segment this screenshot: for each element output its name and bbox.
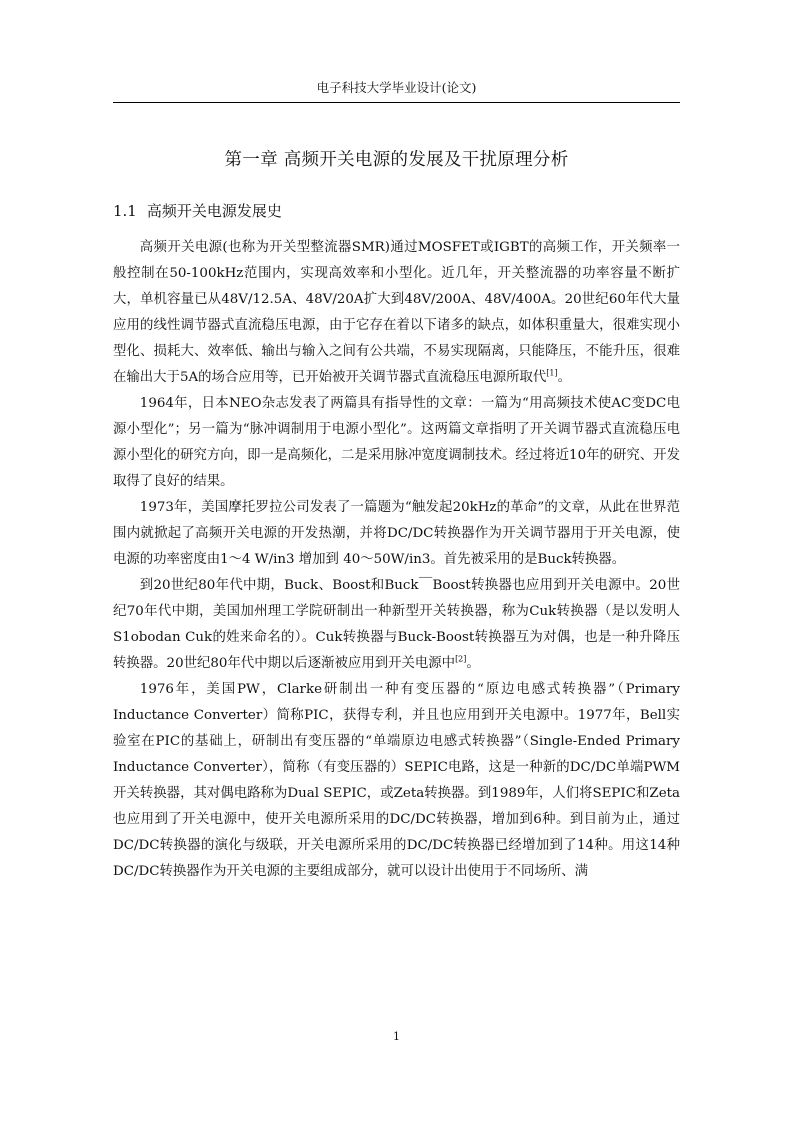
paragraph-2: 1964年，日本NEO杂志发表了两篇具有指导性的文章：一篇为“用高频技术使AC变DC电源小型化”；另一篇为“脉冲调制用于电源小型化”。这两篇文章指明了开关调节器式直流稳压电源小型化的研究方向，即一是高频化，二是采用脉冲宽度调制技术。经过将近10年的研究、开发取得了良好的结果。 [113, 396, 680, 489]
paragraph-1-end: 。 [557, 370, 572, 385]
chapter-title: 第一章 高频开关电源的发展及干扰原理分析 [224, 150, 569, 170]
citation-1: [1] [546, 368, 558, 378]
running-header: 电子科技大学毕业设计(论文) [316, 80, 477, 95]
section-number: 1.1 [113, 202, 137, 220]
paragraph-4-text: 到20世纪80年代中期，Buck、Boost和Buck￣Boost转换器也应用到开关电源中。20世纪70年代中期，美国加州理工学院研制出一种新型开关转换器，称为Cuk转换器（是以发明人S1obodan Cuk的姓来命名的）。Cuk转换器与Buck-Boost转换器互为对偶，也是一种升降压转换器。20世纪80年代中期以后逐渐被应用到开关电源中 [113, 578, 680, 671]
paragraph-4 [113, 573, 680, 677]
paragraph-4-end: 。 [466, 656, 480, 671]
paragraph-5: 1976年，美国PW，Clarke研制出一种有变压器的“原边电感式转换器”（Primary Inductance Converter）简称PIC，获得专利，并且也应用到开关电源中。1977年，Bell实验室在PIC的基础上，研制出有变压器的“单端原边电感式转换器”（Single-Ended Primary Inductance Converter），简称（有变压器的）SEPIC电路，这是一种新的DC/DC单端PWM开关转换器，其对偶电路称为Dual SEPIC，或Zeta转换器。到1989年，人们将SEPIC和Zeta也应用到了开关电源中，使开关电源所采用的DC/DC转换器，增加到6种。到目前为止，通过DC/DC转换器的演化与级联，开关电源所采用的DC/DC转换器已经增加到了14种。用这14种DC/DC转换器作为开关电源的主要组成部分，就可以设计出使用于不同场所、满 [113, 682, 680, 879]
paragraph-1 [113, 235, 680, 391]
citation-2: [2] [455, 654, 467, 664]
page-number: 1 [393, 1030, 400, 1043]
body-text [113, 235, 680, 885]
paragraph-3: 1973年，美国摩托罗拉公司发表了一篇题为“触发起20kHz的革命”的文章，从此在世界范围内就掀起了高频开关电源的开发热潮，并将DC/DC转换器作为开关调节器用于开关电源，使电源的功率密度由1～4 W/in3 增加到 40～50W/in3。首先被采用的是Buck转换器。 [113, 500, 680, 567]
paragraph-1-text: 高频开关电源(也称为开关型整流器SMR)通过MOSFET或IGBT的高频工作，开关频率一般控制在50-100kHz范围内，实现高效率和小型化。近几年，开关整流器的功率容量不断扩大，单机容量已从48V/12.5A、48V/20A扩大到48V/200A、48V/400A。20世纪60年代大量应用的线性调节器式直流稳压电源，由于它存在着以下诸多的缺点，如体积重量大，很难实现小型化、损耗大、效率低、输出与输入之间有公共端，不易实现隔离，只能降压，不能升压，很难在输出大于5A的场合应用等，已开始被开关调节器式直流稳压电源所取代 [113, 240, 680, 385]
section-title: 高频开关电源发展史 [146, 202, 282, 220]
header-rule [113, 102, 680, 103]
section-heading [113, 200, 680, 222]
